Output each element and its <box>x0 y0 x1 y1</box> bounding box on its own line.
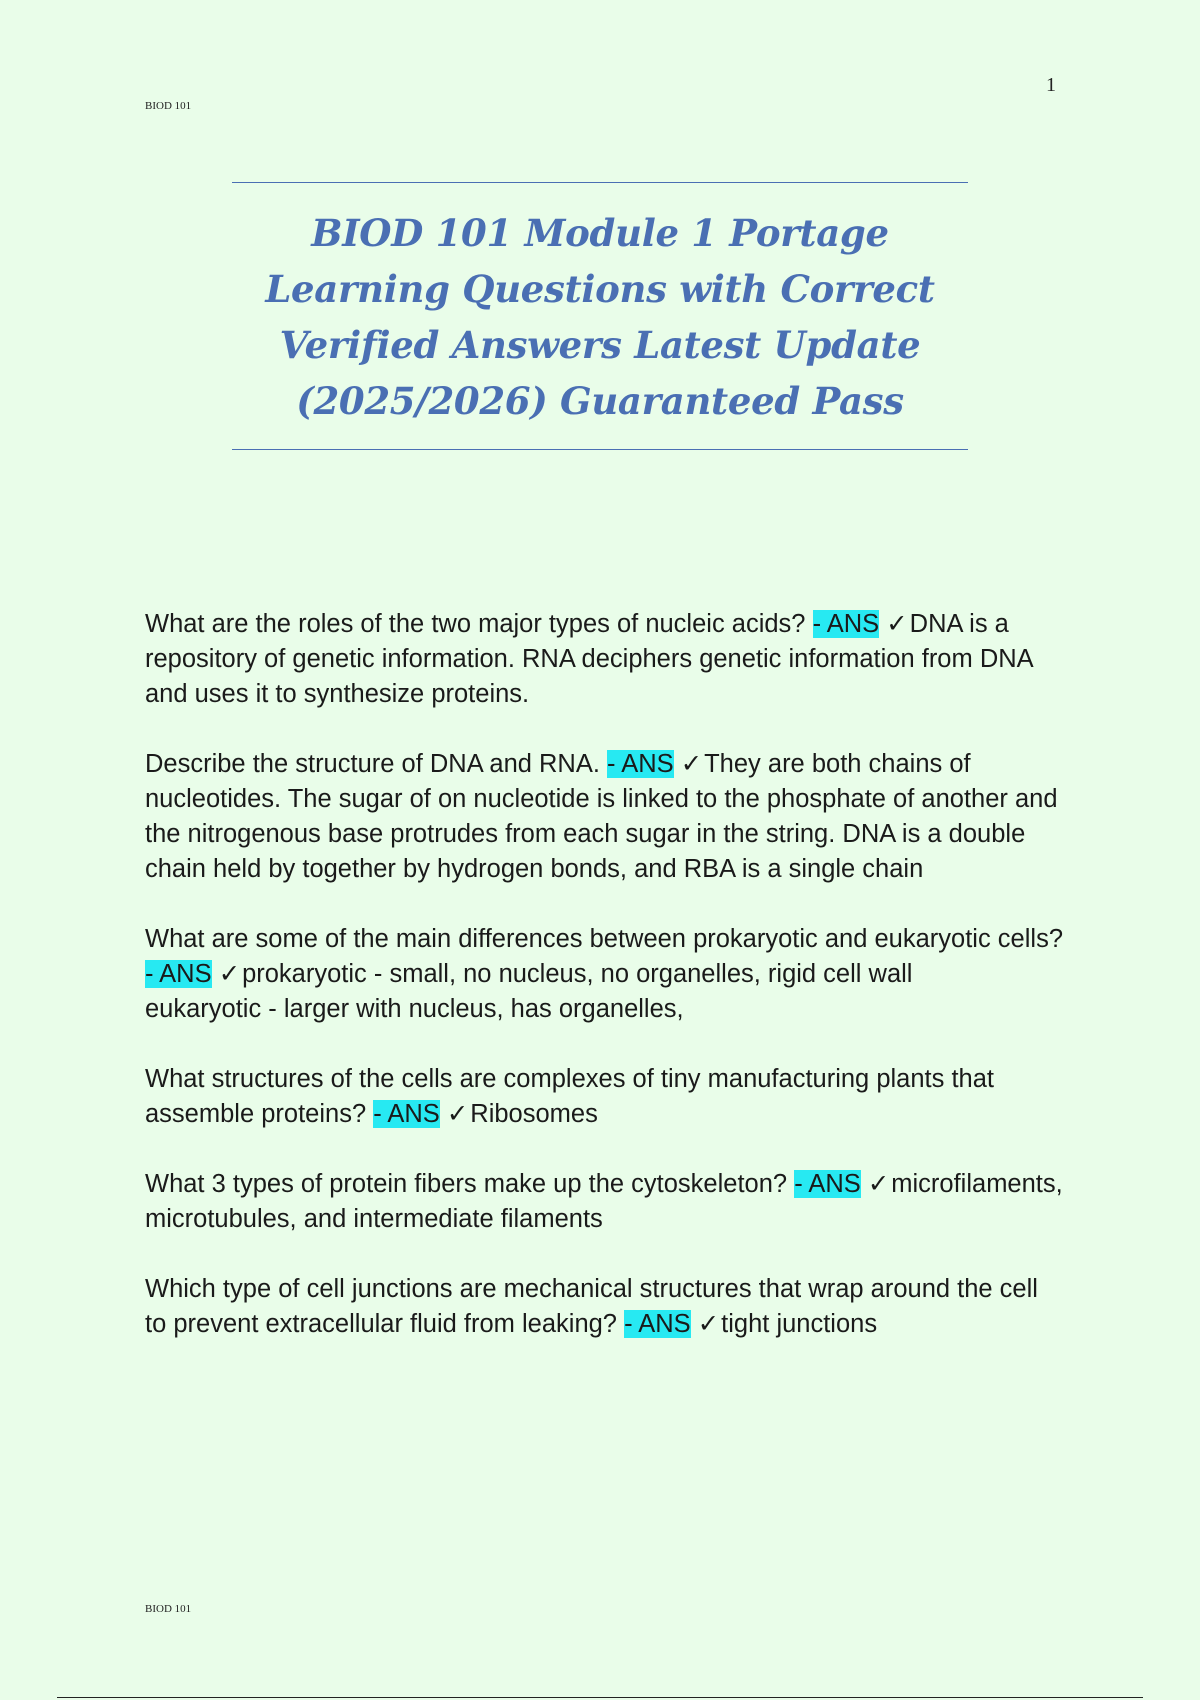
qa-item <box>145 1272 1065 1342</box>
document-title: BIOD 101 Module 1 Portage Learning Questions with Correct Verified Answers Latest Update (2025/2026) Guaranteed Pass <box>265 211 935 423</box>
ans-marker: - ANS <box>145 960 212 988</box>
running-header: BIOD 101 <box>145 100 192 112</box>
qa-item <box>145 922 1065 1027</box>
qa-item <box>145 607 1065 712</box>
question-text: What 3 types of protein fibers make up the cytoskeleton? <box>145 1170 795 1198</box>
qa-item <box>145 1062 1065 1132</box>
check-icon: ✓ <box>886 610 908 638</box>
ans-marker: - ANS <box>373 1100 440 1128</box>
check-icon: ✓ <box>697 1310 720 1338</box>
qa-item <box>145 747 1065 887</box>
question-text: Which type of cell junctions are mechanical structures that wrap around the cell to prevent extracellular fluid from leaking? <box>145 1275 1038 1338</box>
qa-item <box>145 1167 1065 1237</box>
running-footer: BIOD 101 <box>145 1603 192 1615</box>
check-icon: ✓ <box>446 1100 469 1128</box>
ans-marker: - ANS <box>607 750 674 778</box>
check-icon: ✓ <box>867 1170 890 1198</box>
page-number: 1 <box>1046 74 1056 96</box>
question-text: What structures of the cells are complexes of tiny manufacturing plants that assemble proteins? <box>145 1065 994 1128</box>
qa-list <box>145 607 1065 1377</box>
title-block <box>232 182 968 450</box>
ans-marker: - ANS <box>812 610 880 638</box>
question-text: Describe the structure of DNA and RNA. <box>145 750 608 778</box>
ans-marker: - ANS <box>794 1170 861 1198</box>
answer-text: They are both chains of nucleotides. The sugar of on nucleotide is linked to the phosphate of another and the nitrogenous base protrudes from each sugar in the string. DNA is a double chain held by together by hydrogen bonds, and RBA is a single chain <box>145 750 1058 883</box>
answer-text: prokaryotic - small, no nucleus, no organelles, rigid cell wall eukaryotic - larger with nucleus, has organelles, <box>145 960 913 1023</box>
question-text: What are the roles of the two major types of nucleic acids? <box>145 610 813 638</box>
answer-text: microfilaments, microtubules, and intermediate filaments <box>145 1170 1063 1233</box>
footer-rule <box>57 1697 1143 1698</box>
ans-marker: - ANS <box>624 1310 691 1338</box>
answer-text: tight junctions <box>721 1310 878 1338</box>
question-text: What are some of the main differences between prokaryotic and eukaryotic cells? <box>145 925 1063 953</box>
check-icon: ✓ <box>680 750 703 778</box>
answer-text: DNA is a repository of genetic information. RNA deciphers genetic information from DNA and uses it to synthesize proteins. <box>145 610 1033 708</box>
check-icon: ✓ <box>218 960 241 988</box>
answer-text: Ribosomes <box>470 1100 598 1128</box>
